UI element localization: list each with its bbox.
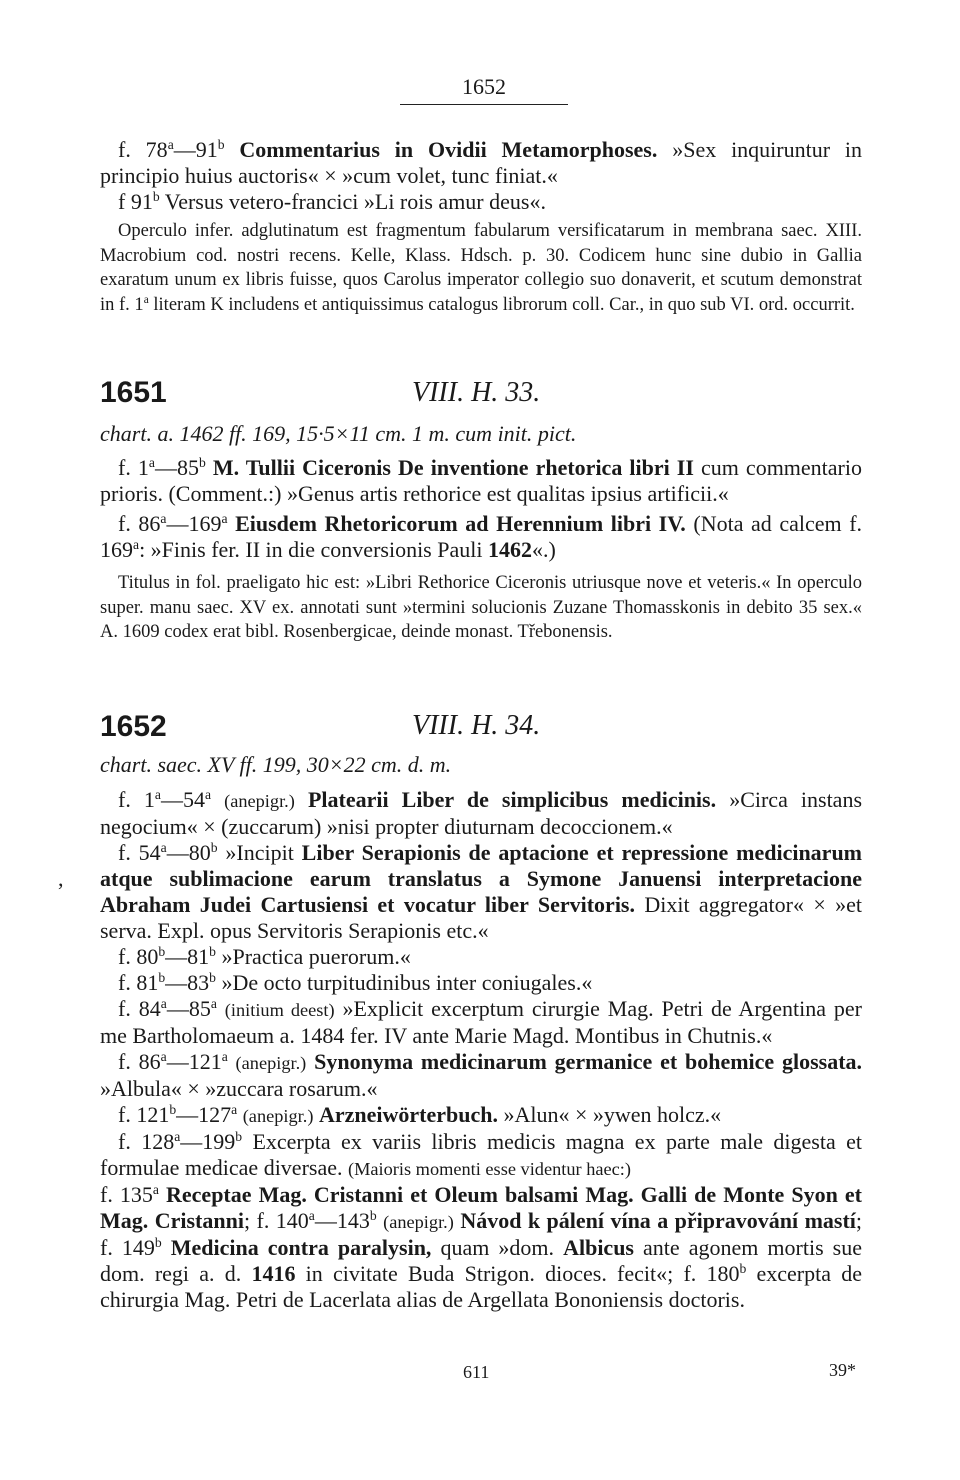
item-1651-2: f. 86$^a$—169$^a$ Eiusdem Rhetoricorum ad Herennium libri IV. (Nota ad calcem f. 169$^a$: »Finis fer. II in die conversionis Pauli 1462«.): [100, 510, 863, 562]
margin-mark: ,: [58, 866, 64, 891]
prev-note: Operculo infer. adglutinatum est fragmentum fabularum versificatarum in membrana saec. XIII. Macrobium cod. nostri recens. Kelle, Klass. Hdsch. p. 30. Codicem hunc sine dubio in Gallia exaratum unum ex libris fuisse, quos Carolus imperator collegio suo donaverit, et scutum demonstrat in f. 1$^a$ literam K includens et antiquissimus catalogus librorum coll. Car., in quo sub VI. ord. occurrit.: [100, 221, 862, 315]
header-rule: [400, 104, 568, 105]
item-1652-a: f. 1$^a$—54$^a$ (anepigr.) Platearii Liber de simplicibus medicinis. »Circa instans negocium« × (zuccarum) »nisi propter diuturnam decoccionem.«: [100, 786, 863, 839]
page-header-number: 1652: [462, 74, 506, 99]
shelfmark-1652: VIII. H. 34.: [412, 710, 541, 741]
item-1651-1: f. 1$^a$—85$^b$ M. Tullii Ciceronis De inventione rhetorica libri II cum commentario prioris. (Comment.:) »Genus artis rethorice est qualitas ipsius artificii.«: [100, 454, 862, 506]
prev-entry: [100, 137, 862, 317]
entry-1651-contents: [100, 455, 862, 645]
footer-page-number: 611: [463, 1362, 490, 1382]
item-1652-i: f. 135$^a$ Receptae Mag. Cristanni et Oleum balsami Mag. Galli de Monte Syon et Mag. Cristanni; f. 140$^a$—143$^b$ (anepigr.) Návod k pálení vína a připravování mastí; f. 149$^b$ Medicina contra paralysin, quam »dom. Albicus ante agonem mortis sue dom. regi a. d. 1416 in civitate Buda Strigon. dioces. fecit«; f. 180$^b$ excerpta de chirurgia Mag. Petri de Lacerlata alias de Argellata Bononiensis doctoris.: [100, 1181, 863, 1312]
entry-1652-contents: [100, 787, 862, 1313]
entry-number-1652: 1652: [100, 710, 167, 743]
physical-description-1652: chart. saec. XV ff. 199, 30×22 cm. d. m.: [100, 752, 452, 777]
item-1652-c: f. 80$^b$—81$^b$ »Practica puerorum.«: [118, 943, 411, 969]
note-1651: Titulus in fol. praeligato hic est: »Libri Rethorice Ciceronis utriusque nove et veteris.« In operculo super. manu saec. XV ex. annotati sunt »termini solucionis Zuzane Thomasskonis in debito 35 sex.« A. 1609 codex erat bibl. Rosenbergicae, deinde monast. Třebonensis.: [100, 573, 862, 642]
item-1652-g: f. 121$^b$—127$^a$ (anepigr.) Arzneiwörterbuch. »Alun« × »ywen holcz.«: [118, 1101, 722, 1127]
shelfmark-1651: VIII. H. 33.: [412, 377, 541, 408]
footer-signature-mark: 39*: [829, 1360, 856, 1380]
item-1652-e: f. 84$^a$—85$^a$ (initium deest) »Explicit excerptum cirurgie Mag. Petri de Argentina per me Bartholomaeum a. 1484 fer. IV ante Marie Magd. Montibus in Chutnis.«: [100, 995, 863, 1048]
prev-item-2: f 91$^b$ Versus vetero-francici »Li rois amur deus«.: [118, 188, 546, 214]
item-1652-d: f. 81$^b$—83$^b$ »De octo turpitudinibus inter coniugales.«: [118, 969, 593, 995]
item-title: Commentarius in Ovidii Metamorphoses.: [239, 137, 658, 162]
item-1652-h: f. 128$^a$—199$^b$ Excerpta ex variis libris medicis magna ex parte male digesta et formulae medicae diversae. (Maioris momenti esse videntur haec:): [100, 1128, 862, 1180]
item-1652-b: f. 54$^a$—80$^b$ »Incipit Liber Serapionis de aptacione et repressione medicinarum atque sublimacione earum translatus a Symone Januensi interpretacione Abraham Judei Cartusiensi et vocatur liber Servitoris. Dixit aggregator« × »et serva. Expl. opus Servitoris Serapionis etc.«: [100, 839, 863, 943]
item-1652-f: f. 86$^a$—121$^a$ (anepigr.) Synonyma medicinarum germanice et bohemice glossata. »Albula« × »zuccara rosarum.«: [100, 1048, 863, 1101]
physical-description-1651: chart. a. 1462 ff. 169, 15·5×11 cm. 1 m. cum init. pict.: [100, 421, 577, 446]
entry-number-1651: 1651: [100, 376, 167, 409]
prev-item-1: f. 78$^a$—91$^b$ Commentarius in Ovidii Metamorphoses. »Sex inquiruntur in principio huius auctoris« × »cum volet, tunc finiat.«: [100, 136, 863, 188]
